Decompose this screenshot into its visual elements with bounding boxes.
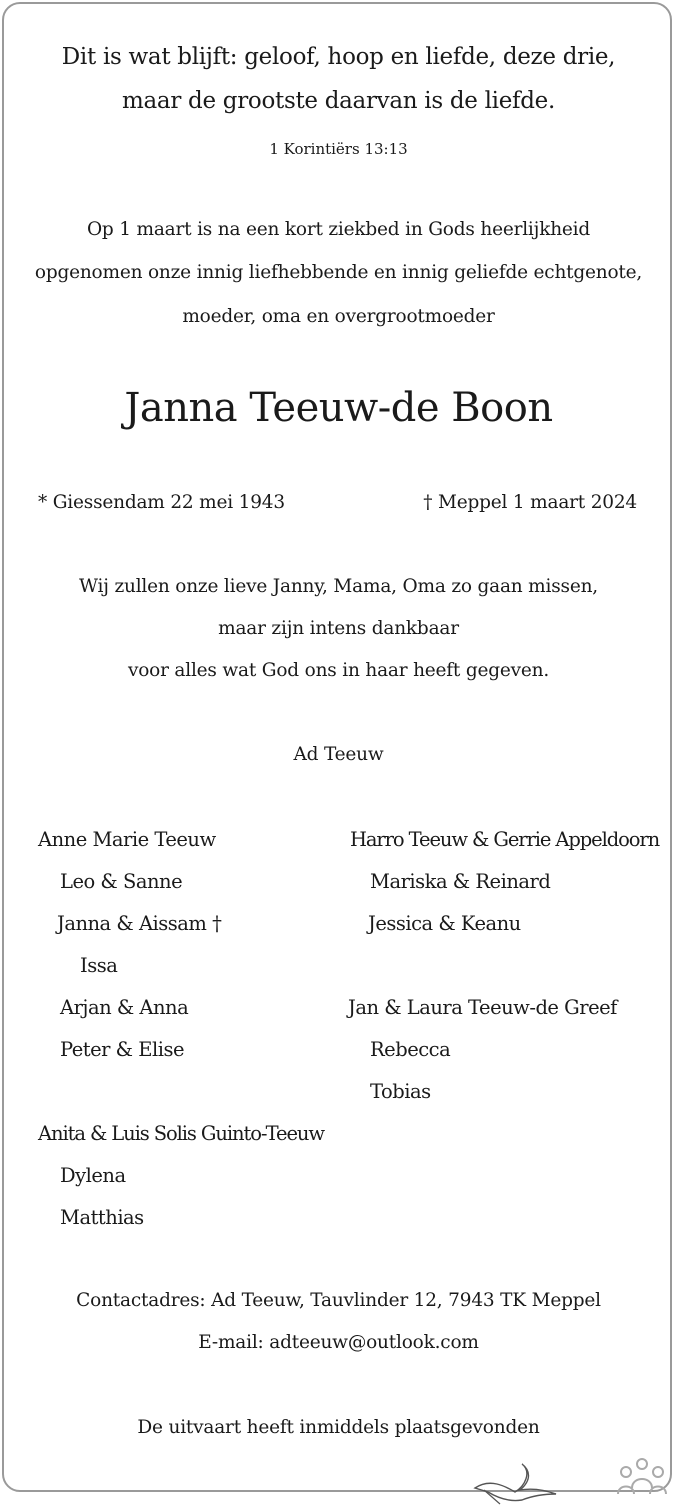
family-logo-icon [614,1456,670,1496]
bird-logo-icon [470,1458,560,1508]
family-head: Jan & Laura Teeuw-de Greef [348,996,617,1019]
message-line-3: voor alles wat God ons in haar heeft gegeven. [127,660,550,681]
family-member: Dylena [60,1164,126,1187]
verse-line-1: Dit is wat blijft: geloof, hoop en liefde, deze drie, [61,44,616,70]
deceased-name: Janna Teeuw-de Boon [124,385,553,431]
family-member: Peter & Elise [60,1038,184,1061]
announcement-line-2: opgenomen onze innig liefhebbende en innig geliefde echtgenote, [34,262,643,283]
family-member: Janna & Aissam † [57,912,222,935]
family-head: Anita & Luis Solis Guinto-Teeuw [38,1122,324,1145]
family-head: Harro Teeuw & Gerrie Appeldoorn [350,828,660,851]
verse-reference: 1 Korintiërs 13:13 [269,140,408,158]
birth-date: * Giessendam 22 mei 1943 [38,492,285,513]
family-head: Anne Marie Teeuw [38,828,216,851]
family-member: Leo & Sanne [60,870,183,893]
family-member: Issa [80,954,118,977]
announcement-line-1: Op 1 maart is na een kort ziekbed in Gods heerlijkheid [86,219,591,240]
verse-line-2: maar de grootste daarvan is de liefde. [122,88,555,114]
contact-email[interactable]: E-mail: adteeuw@outlook.com [198,1332,479,1353]
message-line-1: Wij zullen onze lieve Janny, Mama, Oma zo gaan missen, [79,576,598,597]
family-member: Arjan & Anna [60,996,189,1019]
family-member: Tobias [370,1080,431,1103]
announcement-line-3: moeder, oma en overgrootmoeder [182,306,495,327]
message-line-2: maar zijn intens dankbaar [218,618,459,639]
funeral-note: De uitvaart heeft inmiddels plaatsgevonden [137,1417,540,1438]
spouse-name: Ad Teeuw [293,744,384,765]
death-date: † Meppel 1 maart 2024 [423,492,637,513]
family-member: Rebecca [370,1038,451,1061]
family-member: Mariska & Reinard [370,870,551,893]
contact-address: Contactadres: Ad Teeuw, Tauvlinder 12, 7943 TK Meppel [76,1290,601,1311]
family-member: Matthias [60,1206,144,1229]
family-member: Jessica & Keanu [368,912,521,935]
